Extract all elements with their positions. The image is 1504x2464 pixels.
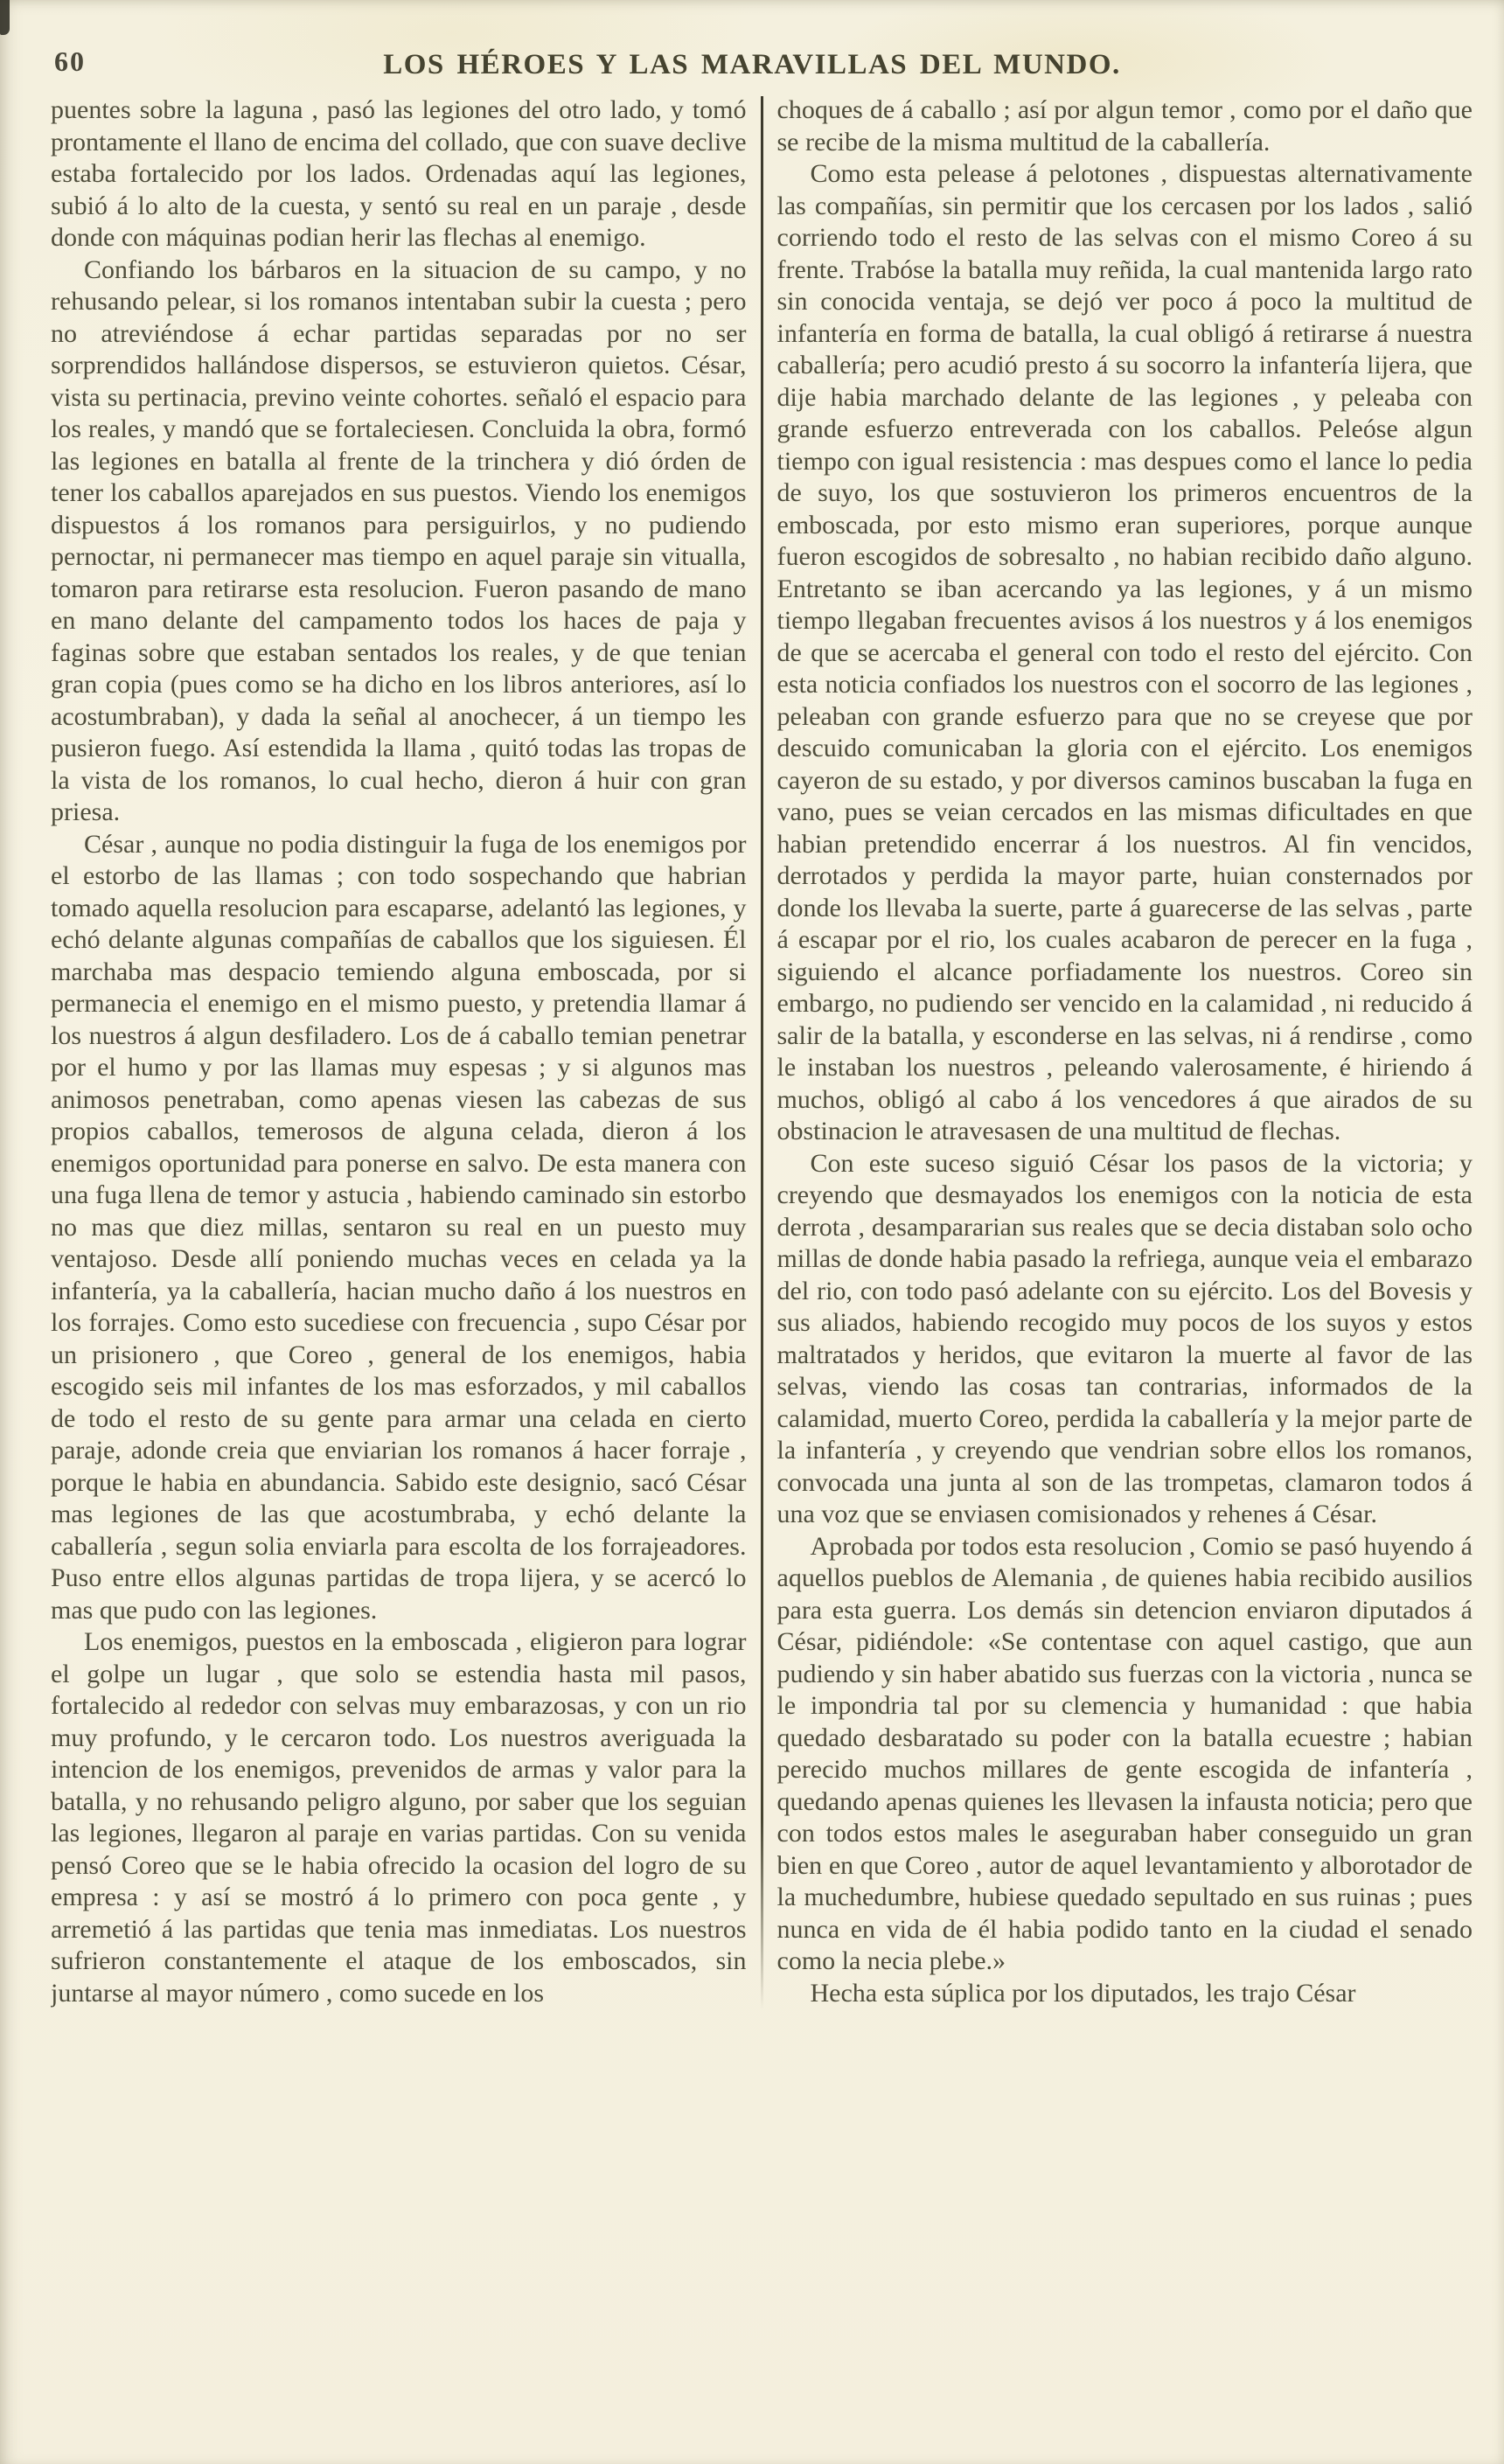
paragraph: Confiando los bárbaros en la situacion de su campo, y no rehusando pelear, si los romanos intentaban subir la cuesta ; pero no atreviéndose á echar partidas separadas por no ser sorprendidos hallándose dispersos, se estuvieron quietos. César, vista su pertinacia, previno veinte cohortes. señaló el espacio para los reales, y mandó que se fortaleciesen. Concluida la obra, formó las legiones en batalla al frente de la trinchera y dió órden de tener los caballos aparejados en sus puestos. Viendo los enemigos dispuestos á los romanos para persiguirlos, y no pudiendo pernoctar, ni permanecer mas tiempo en aquel paraje sin vitualla, tomaron para retirarse esta resolucion. Fueron pasando de mano en mano delante del campamento todos los haces de paja y faginas sobre que estaban sentados los reales, y de que tenian gran copia (pues como se ha dicho en los libros anteriores, así lo acostumbraban), y dada la señal al anochecer, á un tiempo les pusieron fuego. Así estendida la llama , quitó todas las tropas de la vista de los romanos, lo cual hecho, dieron á huir con gran priesa. <box>51 254 747 826</box>
column-divider <box>761 96 763 2009</box>
paragraph: Con este suceso siguió César los pasos de la victoria; y creyendo que desmayados los enemigos con la noticia de esta derrota , desampararian sus reales que se decia distaban solo ocho millas de donde habia pasado la refriega, aunque veia el embarazo del rio, con todo pasó adelante con su ejército. Los del Bovesis y sus aliados, habiendo recogido muy pocos de los suyos y estos maltratados y heridos, que evitaron la muerte al favor de las selvas, viendo las cosas tan contrarias, informados de la calamidad, muerto Coreo, perdida la caballería y la mejor parte de la infantería , y creyendo que vendrian sobre ellos los romanos, convocada una junta al son de las trompetas, clamaron todos á una voz que se enviasen comisionados y rehenes á César. <box>776 1148 1473 1528</box>
paragraph: puentes sobre la laguna , pasó las legiones del otro lado, y tomó prontamente el llano de encima del collado, que con suave declive estaba fortalecido por los lados. Ordenadas aquí las legiones, subió á lo alto de la cuesta, y sentó su real en un paraje , desde donde con máquinas podian herir las flechas al enemigo. <box>51 95 747 252</box>
paragraph: Como esta pelease á pelotones , dispuestas alternativamente las compañías, sin permitir que los cercasen por los lados , salió corriendo todo el resto de las selvas con el mismo Coreo á su frente. Trabóse la batalla muy reñida, la cual mantenida largo rato sin conocida ventaja, se dejó ver poco á poco la multitud de infantería en forma de batalla, la cual obligó á retirarse á nuestra caballería; pero acudió presto á su socorro la infantería lijera, que dije habia marchado delante de las legiones , y peleaba con grande esfuerzo entreverada con los caballos. Peleóse algun tiempo con igual resistencia : mas despues como el lance lo pedia de suyo, los que sostuvieron los primeros encuentros de la emboscada, por esto mismo eran superiores, porque aunque fueron escogidos de sobresalto , no habian recibido daño alguno. Entretanto se iban acercando ya las legiones, y á un mismo tiempo llegaban frecuentes avisos á los nuestros y á los enemigos de que se acercaba el general con todo el resto del ejército. Con esta noticia confiados los nuestros con el socorro de las legiones , peleaban con grande esfuerzo para que no se creyese que por descuido comunicaban la gloria con el ejército. Los enemigos cayeron de su estado, y por diversos caminos buscaban la fuga en vano, pues se veian cercados en las mismas dificultades en que habian pretendido encerrar á los nuestros. Al fin vencidos, derrotados y perdida la mayor parte, huian consternados por donde los llevaba la suerte, parte á guarecerse de las selvas , parte á escapar por el rio, los cuales acabaron de perecer en la fuga , siguiendo el alcance porfiadamente los nuestros. Coreo sin embargo, no pudiendo ser vencido en la calamidad , ni reducido á salir de la batalla, y esconderse en las selvas, ni á rendirse , como le instaban los nuestros , peleando valerosamente, é hiriendo á muchos, obligó al cabo á los vencedores á que airados de su obstinacion le atravesasen de una multitud de flechas. <box>776 159 1473 1145</box>
paragraph: choques de á caballo ; así por algun temor , como por el daño que se recibe de la misma multitud de la caballería. <box>776 95 1473 157</box>
page-title: LOS HÉROES Y LAS MARAVILLAS DEL MUNDO. <box>383 49 1121 80</box>
right-column <box>777 94 1473 2009</box>
page-number: 60 <box>54 45 86 77</box>
left-column <box>51 94 747 2009</box>
paragraph: Los enemigos, puestos en la emboscada , eligieron para lograr el golpe un lugar , que solo se estendia hasta mil pasos, fortalecido al rededor con selvas muy embarazosas, y con un rio muy profundo, y le cercaron todo. Los nuestros averiguada la intencion de los enemigos, prevenidos de armas y valor para la batalla, y no rehusando peligro alguno, por saber que los seguian las legiones, llegaron al paraje en varias partidas. Con su venida pensó Coreo que se le habia ofrecido la ocasion del logro de su empresa : y así se mostró á lo primero con poca gente , y arremetió á las partidas que tenia mas inmediatas. Los nuestros sufrieron constantemente el ataque de los emboscados, sin juntarse al mayor número , como sucede en los <box>51 1627 747 2008</box>
page-header <box>0 0 1504 91</box>
paragraph: César , aunque no podia distinguir la fuga de los enemigos por el estorbo de las llamas ; con todo sospechando que habrian tomado aquella resolucion para escaparse, adelantó las legiones, y echó delante algunas compañías de caballos que los siguiesen. Él marchaba mas despacio temiendo alguna emboscada, por si permanecia el enemigo en el mismo puesto, y pretendia llamar á los nuestros á algun desfiladero. Los de á caballo temian penetrar por el humo y por las llamas muy espesas ; y si algunos mas animosos penetraban, como apenas viesen las cabezas de sus propios caballos, temerosos de alguna celada, dieron á los enemigos oportunidad para ponerse en salvo. De esta manera con una fuga llena de temor y astucia , habiendo caminado sin estorbo no mas que diez millas, sentaron su real en un puesto muy ventajoso. Desde allí poniendo muchas veces en celada ya la infantería, ya la caballería, hacian mucho daño á los nuestros en los forrajes. Como esto sucediese con frecuencia , supo César por un prisionero , que Coreo , general de los enemigos, habia escogido seis mil infantes de los mas esforzados, y mil caballos de todo el resto de su gente para armar una celada en cierto paraje, adonde creia que enviarian los romanos á hacer forraje , porque le habia en abundancia. Sabido este designio, sacó César mas legiones de las que acostumbraba, y echó delante la caballería , segun solia enviarla para escolta de los forrajeadores. Puso entre ellos algunas partidas de tropa lijera, y se acercó lo mas que pudo con las legiones. <box>51 829 747 1625</box>
paragraph: Aprobada por todos esta resolucion , Comio se pasó huyendo á aquellos pueblos de Alemania , de quienes habia recibido ausilios para esta guerra. Los demás sin detencion enviaron diputados á César, pidiéndole: «Se contentase con aquel castigo, que aun pudiendo y sin haber abatido sus fuerzas con la victoria , nunca se le impondria tal por su clemencia y humanidad : que habia quedado desbaratado su poder con la batalla ecuestre ; habian perecido muchos millares de gente escogida de infantería , quedando apenas quienes les llevasen la infausta noticia; pero que con todos estos males le aseguraban haber conseguido un gran bien en que Coreo , autor de aquel levantamiento y alborotador de la muchedumbre, hubiese quedado sepultado en sus ruinas ; pues nunca en vida de él habia podido tanto en la ciudad el senado como la necia plebe.» <box>776 1531 1473 1975</box>
paragraph: Hecha esta súplica por los diputados, les trajo César <box>810 1978 1356 2008</box>
text-columns <box>0 91 1504 2009</box>
